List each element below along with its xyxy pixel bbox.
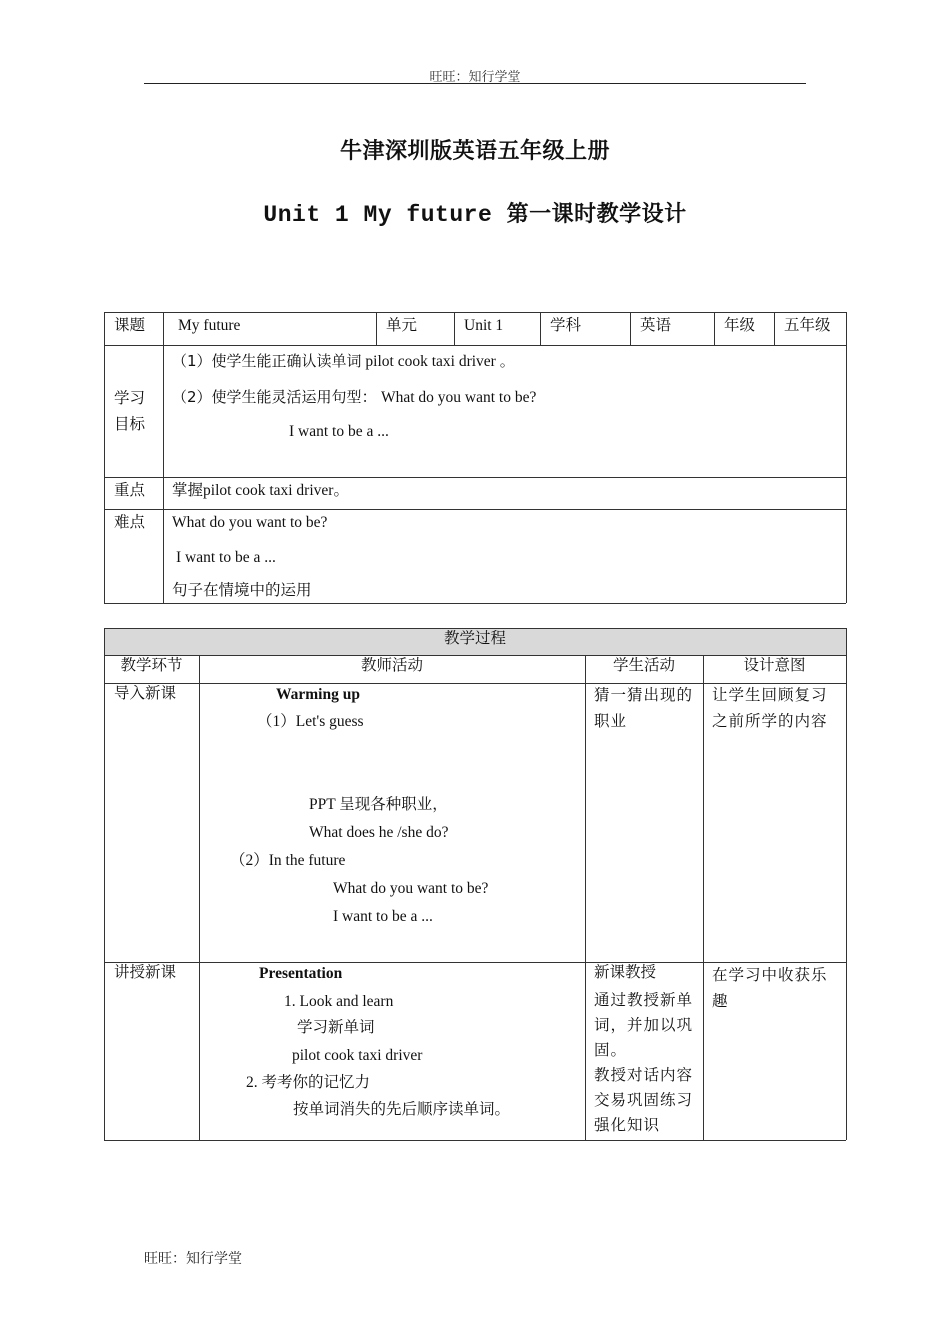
stage-warmup: 导入新课 (114, 685, 177, 702)
presentation-student-line-2: 通过教授新单词，并加以巩固。 (594, 992, 694, 1059)
goal-2-question: What do you want to be? (380, 389, 537, 406)
goals-label-line1: 学习 (114, 390, 146, 407)
goal-1-words: pilot cook taxi driver (365, 353, 496, 370)
goal-1 (172, 351, 515, 372)
warmup-item-1: （1）Let's guess (257, 713, 364, 730)
goal-2-colon: ： (361, 389, 378, 406)
doc-title: 牛津深圳版英语五年级上册 (339, 139, 610, 164)
presentation-item-1: 1. Look and learn (284, 993, 394, 1010)
info-col-rule (376, 312, 377, 345)
goal-1-prefix: （1）使学生能正确认读单词 (172, 352, 362, 370)
info-border-left (104, 312, 105, 603)
info-border-top (104, 312, 846, 313)
unit-label: 单元 (386, 317, 418, 334)
grade-label: 年级 (724, 317, 756, 334)
info-col-rule (540, 312, 541, 345)
grade-value: 五年级 (784, 317, 831, 334)
info-rule (104, 477, 846, 478)
key-prefix: 掌握 (172, 482, 204, 499)
difficulty-line-1: What do you want to be? (172, 514, 328, 531)
warmup-design-intent: 让学生回顾复习之前所学的内容 (712, 687, 828, 730)
key-points (172, 481, 349, 501)
goal-1-end: 。 (499, 352, 515, 370)
presentation-order-reading: 按单词消失的先后顺序读单词。 (293, 1101, 511, 1118)
warmup-item-2: （2）In the future (230, 852, 346, 869)
key-end: 。 (333, 482, 349, 499)
process-col-rule (703, 655, 704, 1140)
info-border-bottom (104, 603, 846, 604)
difficulty-line-3: 句子在情境中的运用 (172, 582, 312, 599)
col-header-stage: 教学环节 (120, 657, 183, 674)
subtitle-cn: 第一课时教学设计 (506, 202, 687, 227)
difficulty-line-2: I want to be a ... (176, 549, 276, 566)
info-col-rule (630, 312, 631, 345)
presentation-learn-words: 学习新单词 (297, 1019, 375, 1036)
header-rule (144, 83, 806, 84)
goal-2-answer: I want to be a ... (289, 423, 389, 440)
page-header: 旺旺：知行学堂 (429, 69, 521, 84)
key-words: pilot cook taxi driver (203, 482, 334, 499)
info-rule (104, 345, 846, 346)
subject-label: 学科 (550, 317, 582, 334)
warmup-heading: Warming up (276, 686, 360, 703)
stage-presentation: 讲授新课 (114, 964, 177, 981)
warmup-answer-2: I want to be a ... (333, 908, 433, 925)
presentation-design-intent: 在学习中收获乐趣 (712, 967, 828, 1010)
info-border-right (846, 312, 847, 603)
info-col-rule (163, 312, 164, 603)
goal-2-prefix: （2）使学生能灵活运用句型 (172, 388, 362, 406)
presentation-heading: Presentation (259, 965, 343, 982)
info-col-rule (774, 312, 775, 345)
doc-subtitle (0, 197, 950, 228)
col-header-teacher: 教师活动 (360, 657, 423, 674)
warmup-student-activity: 猜一猜出现的职业 (594, 687, 694, 730)
process-col-rule (585, 655, 586, 1140)
info-rule (104, 509, 846, 510)
unit-value: Unit 1 (464, 317, 504, 334)
presentation-word-list: pilot cook taxi driver (292, 1047, 423, 1064)
subject-value: 英语 (640, 317, 672, 334)
col-header-student: 学生活动 (612, 657, 675, 674)
difficulty-label: 难点 (114, 514, 146, 531)
warmup-question-2: What do you want to be? (333, 880, 489, 897)
subtitle-en: Unit 1 My future (263, 202, 493, 228)
key-label: 重点 (114, 482, 146, 499)
presentation-student-line-1: 新课教授 (594, 964, 657, 981)
goal-2 (172, 387, 536, 408)
col-header-intent: 设计意图 (743, 657, 806, 674)
process-border-bottom (104, 1140, 846, 1141)
info-col-rule (454, 312, 455, 345)
presentation-student-line-3: 教授对话内容交易巩固练习强化知识 (594, 1067, 694, 1134)
process-title: 教学过程 (443, 630, 506, 647)
process-border-right (846, 628, 847, 1140)
process-col-rule (199, 655, 200, 1140)
page-footer: 旺旺：知行学堂 (144, 1252, 242, 1267)
process-border-left (104, 628, 105, 1140)
warmup-ppt: PPT 呈现各种职业， (309, 796, 448, 813)
info-col-rule (714, 312, 715, 345)
topic-value: My future (178, 317, 241, 334)
topic-label: 课题 (114, 317, 146, 334)
goals-label-line2: 目标 (114, 416, 146, 433)
warmup-question-1: What does he /she do? (309, 824, 449, 841)
presentation-item-2: 2. 考考你的记忆力 (246, 1074, 371, 1091)
